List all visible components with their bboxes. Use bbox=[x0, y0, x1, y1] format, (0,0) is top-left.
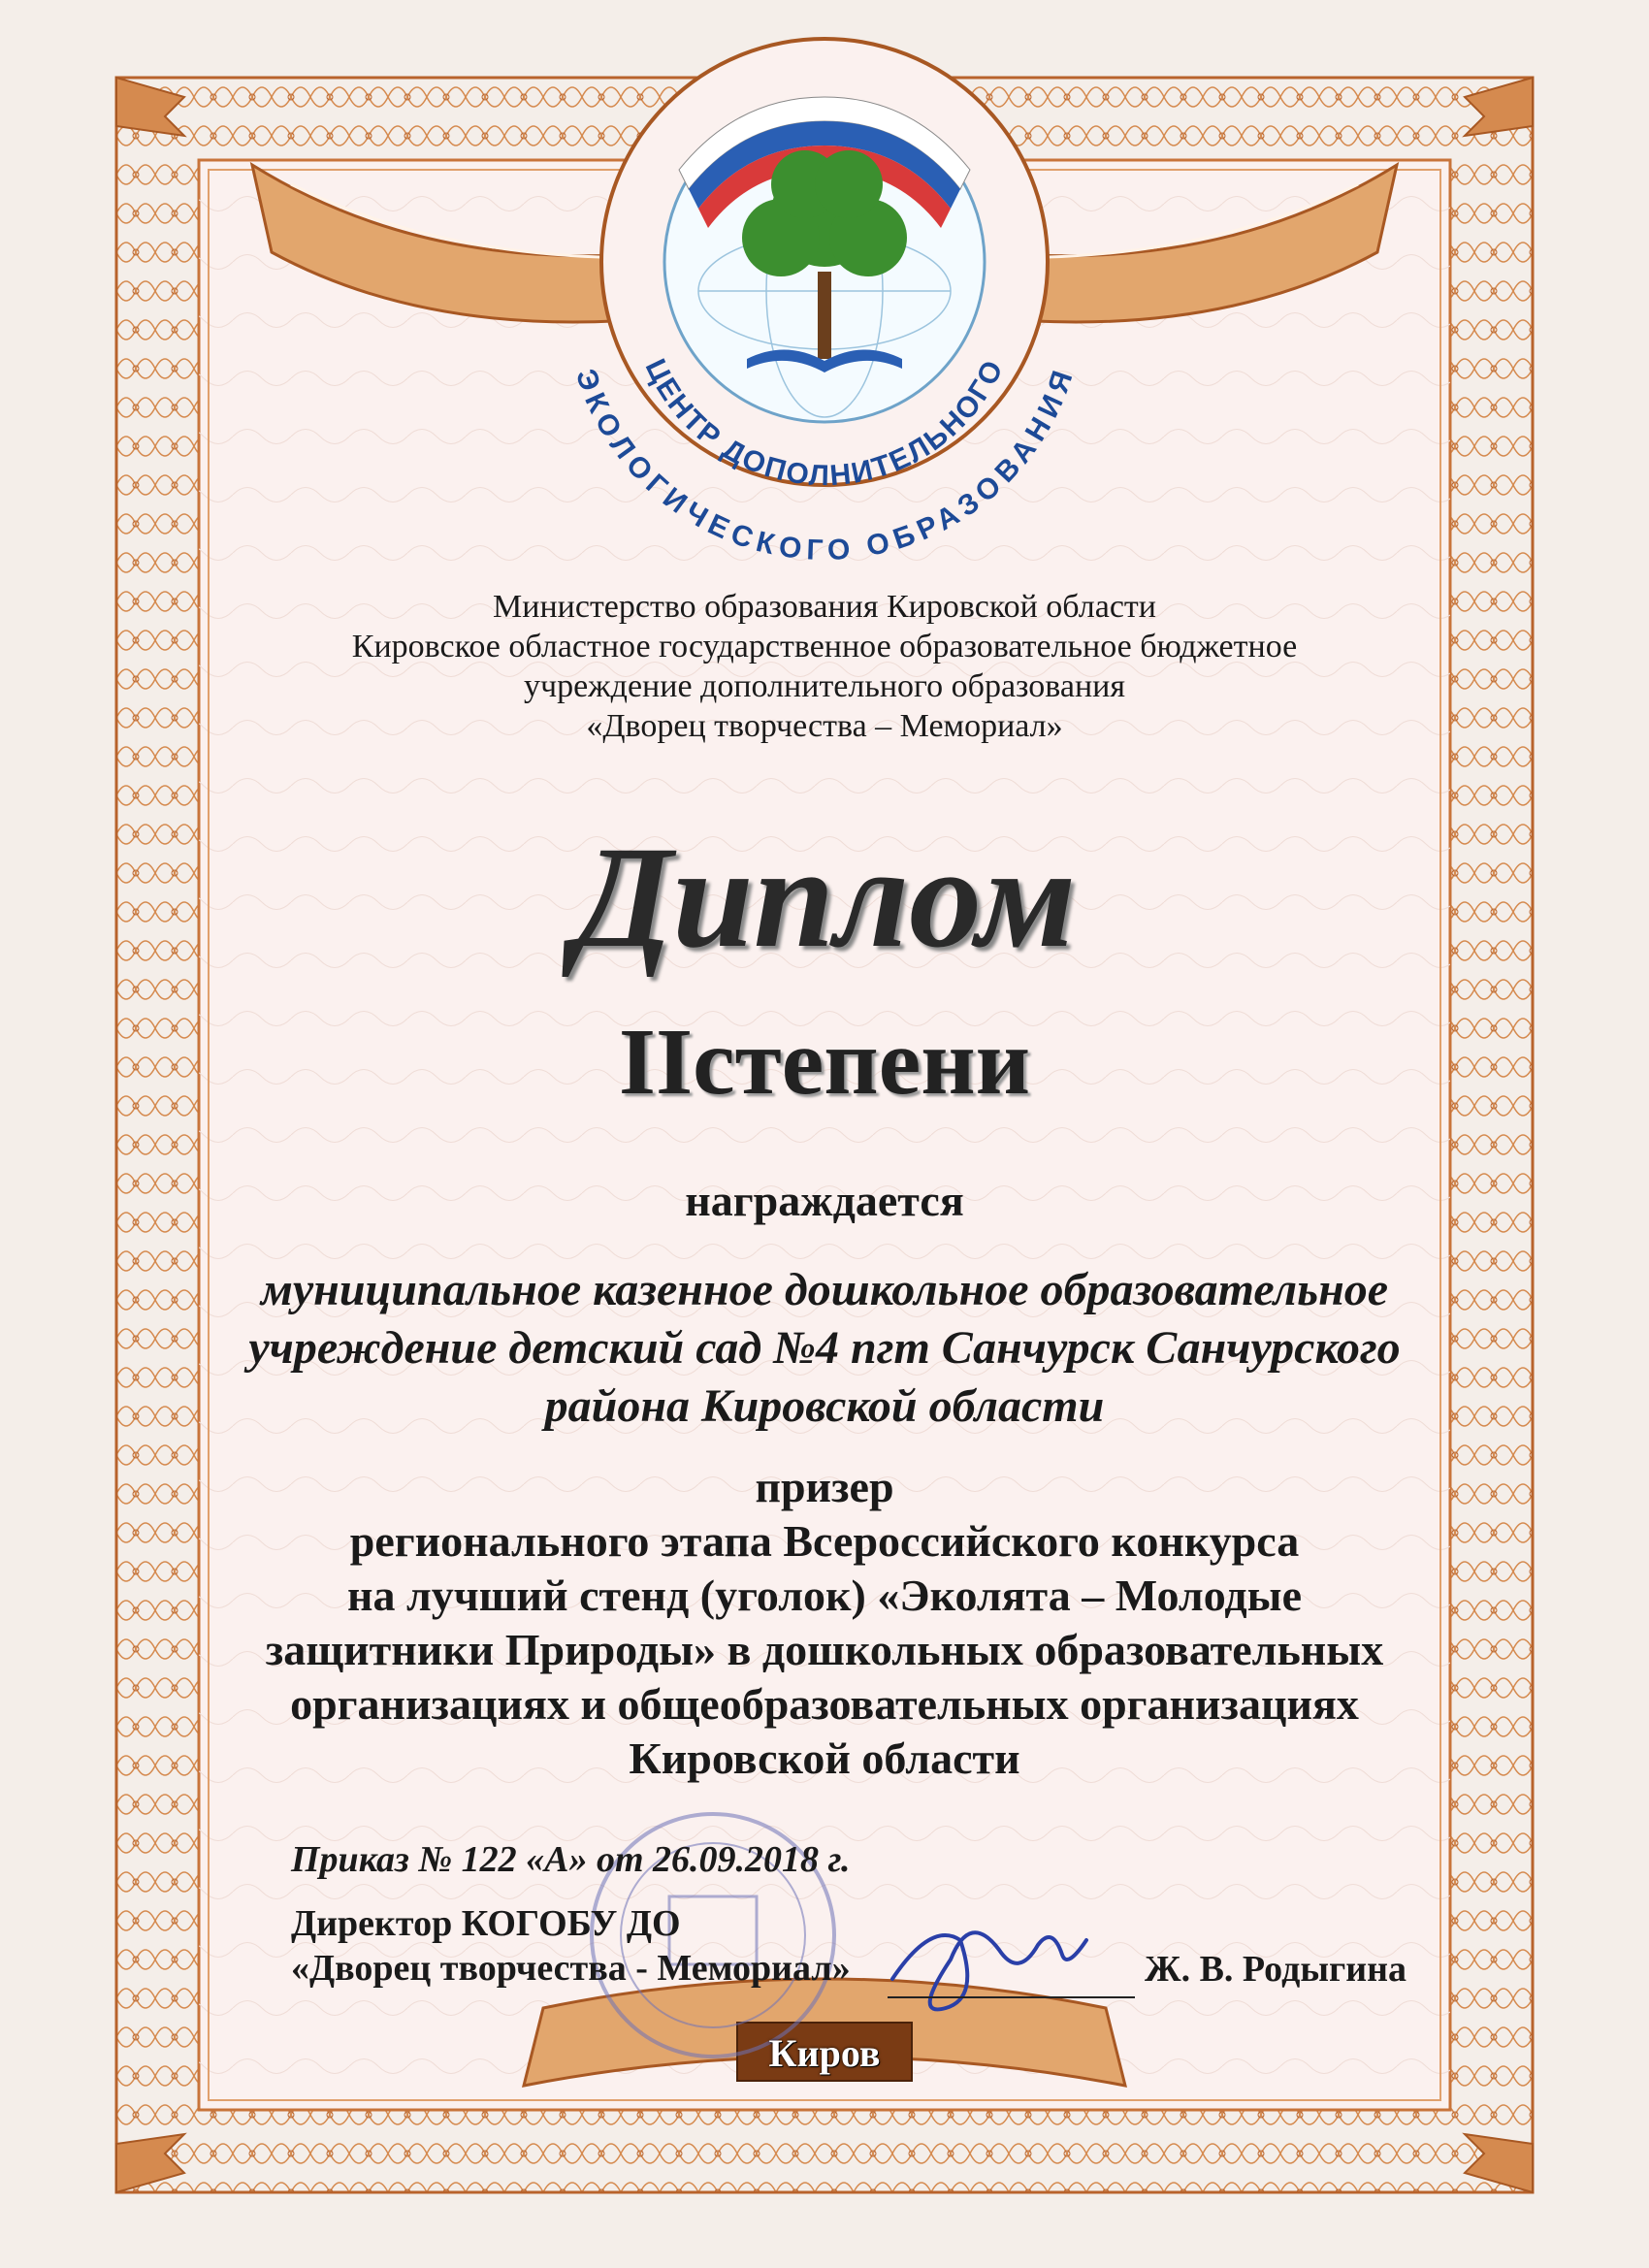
reason-line: регионального этапа Всероссийского конкурса bbox=[349, 1516, 1300, 1566]
issuer-line: Министерство образования Кировской области bbox=[493, 589, 1156, 625]
signature-position bbox=[291, 1901, 851, 1991]
signature-line bbox=[888, 1996, 1135, 1998]
issuer-line: «Дворец творчества – Мемориал» bbox=[586, 708, 1063, 744]
reason-line: защитники Природы» в дошкольных образовательных bbox=[265, 1625, 1384, 1674]
position-line: Директор КОГОБУ ДО bbox=[291, 1903, 681, 1944]
diploma-title: Диплом bbox=[572, 817, 1077, 978]
position-line: «Дворец творчества - Мемориал» bbox=[291, 1948, 851, 1989]
recipient-line: района Кировской области bbox=[544, 1380, 1105, 1432]
awarded-label: награждается bbox=[685, 1176, 964, 1225]
city-label: Киров bbox=[768, 2031, 881, 2075]
diploma-degree: IIстепени bbox=[618, 1010, 1031, 1115]
issuer-line: учреждение дополнительного образования bbox=[523, 668, 1126, 704]
reason-line: призер bbox=[755, 1462, 894, 1511]
reason-line: Кировской области bbox=[629, 1733, 1020, 1783]
signer-name: Ж. В. Родыгина bbox=[1145, 1949, 1407, 1990]
emblem-ring-text-top: ЦЕНТР ДОПОЛНИТЕЛЬНОГО bbox=[638, 354, 1011, 493]
award-reason bbox=[0, 1460, 1649, 1786]
reason-line: на лучший стенд (уголок) «Эколята – Молодые bbox=[346, 1571, 1302, 1620]
recipient-line: муниципальное казенное дошкольное образовательное bbox=[260, 1264, 1389, 1315]
svg-text:ЦЕНТР ДОПОЛНИТЕЛЬНОГО bbox=[639, 354, 1011, 492]
reason-line: организациях и общеобразовательных организациях bbox=[290, 1679, 1359, 1729]
recipient bbox=[0, 1261, 1649, 1436]
emblem-text bbox=[0, 0, 1649, 582]
order-reference: Приказ № 122 «А» от 26.09.2018 г. bbox=[291, 1839, 851, 1880]
recipient-line: учреждение детский сад №4 пгт Санчурск Санчурского bbox=[248, 1322, 1401, 1374]
issuer-line: Кировское областное государственное образовательное бюджетное bbox=[351, 629, 1298, 664]
emblem-ring-text-bottom: ЭКОЛОГИЧЕСКОГО ОБРАЗОВАНИЯ bbox=[568, 365, 1081, 567]
issuer-header bbox=[0, 587, 1649, 746]
